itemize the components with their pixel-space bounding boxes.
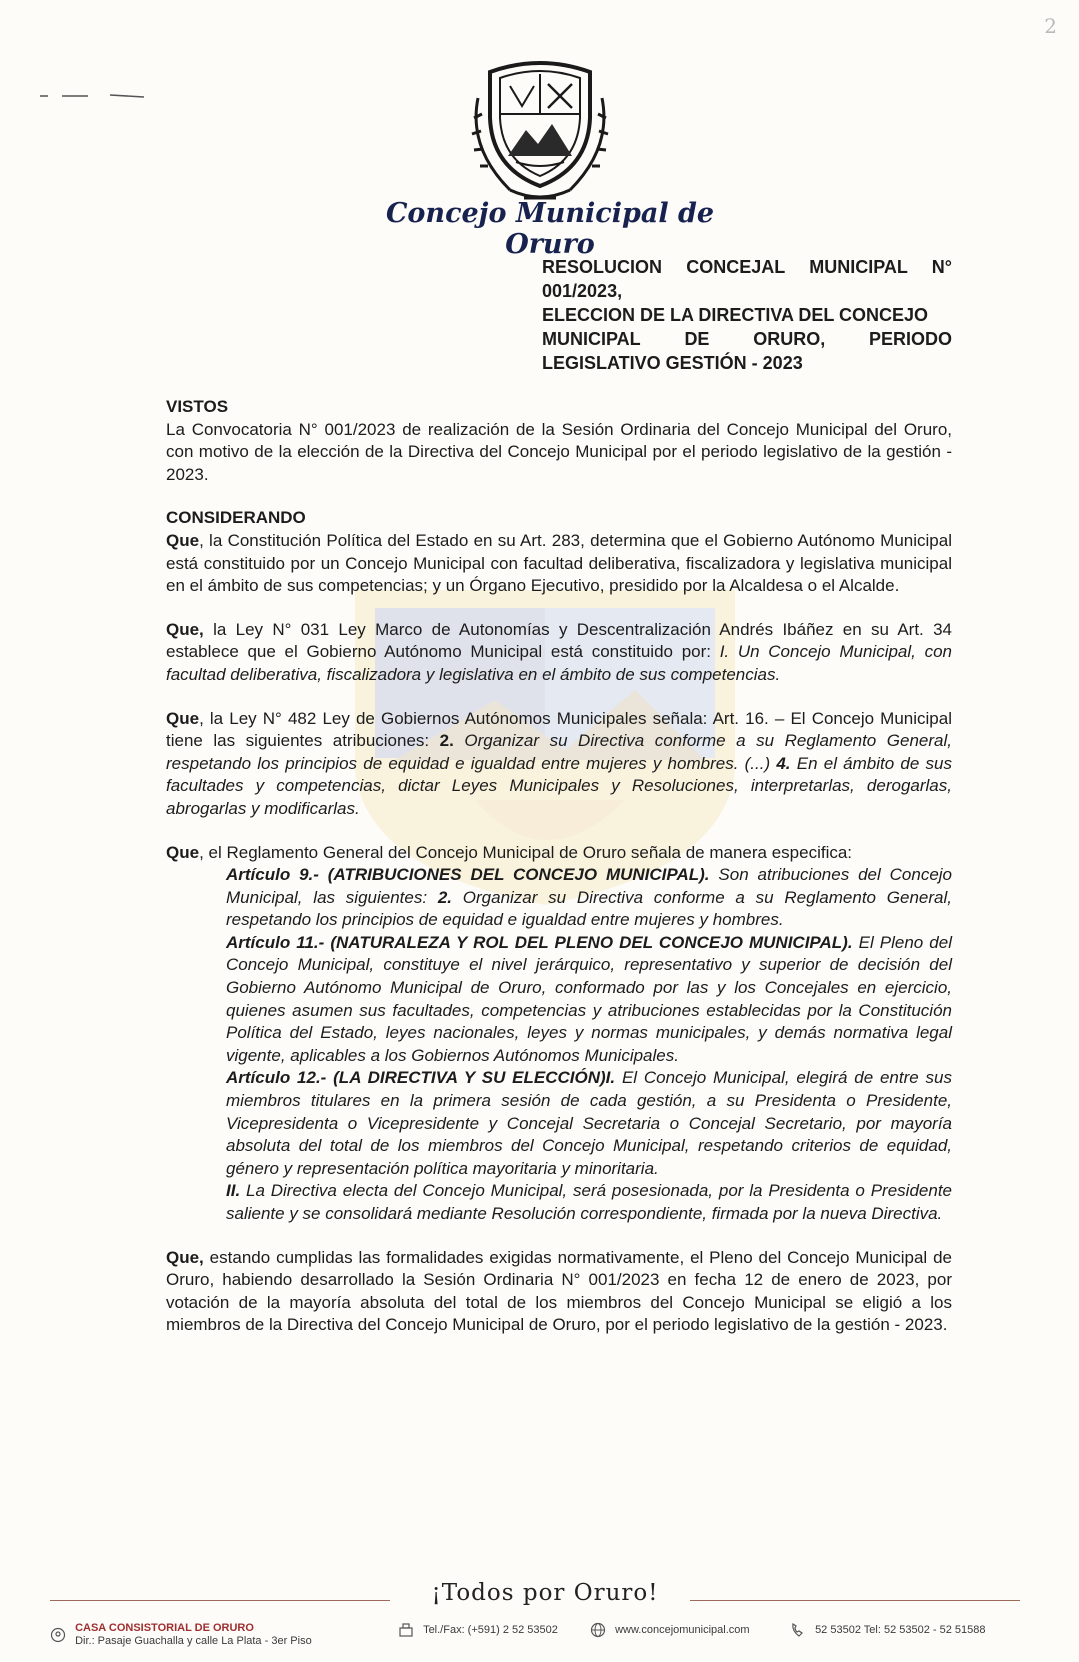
considerando-paragraph-4 [166, 842, 952, 865]
brand-name: Concejo Municipal de Oruro [385, 198, 715, 260]
location-pin-icon [50, 1627, 66, 1643]
paragraph-text: , la Constitución Política del Estado en su Art. 283, determina que el Gobierno Autónomo Municipal está constituido por un Concejo Municipal con facultad deliberativa, fiscalizadora y legislativa municipal en el ámbito de sus competencias; y un Órgano Ejecutivo, presidido por la Alcaldesa o el Alcalde. [166, 530, 952, 596]
title-word: MUNICIPAL [542, 329, 641, 349]
numeral: 2. [437, 887, 453, 907]
footer-divider-left [50, 1600, 390, 1601]
que-lead: Que [166, 530, 200, 550]
numeral: II. [226, 1181, 241, 1201]
title-word: DE [684, 329, 710, 349]
article-title: Artículo 12.- (LA DIRECTIVA Y SU ELECCIÓN)I. [226, 1068, 616, 1088]
fax-icon [398, 1622, 414, 1638]
crest-logo [460, 58, 620, 206]
footer-divider-right [690, 1600, 1020, 1601]
article-text: La Directiva electa del Concejo Municipal, será posesionada, por la Presidenta o Presidente saliente y se consolidará mediante Resolución correspondiente, firmada por la nueva Directiva. [226, 1181, 952, 1223]
resolution-title-line-2: ELECCION DE LA DIRECTIVA DEL CONCEJO [542, 305, 929, 325]
footer-website[interactable] [590, 1622, 750, 1638]
article-text: El Concejo Municipal, elegirá de entre sus miembros titulares en la primera sesión de cada gestión, a su Presidenta o Presidente, Vicepresidenta o Vicepresidente y Concejal Secretaria o Concejal Secretario, por mayoría absoluta del total de los miembros del Concejo Municipal, respetando criterios de equidad, género y representación política mayoritaria y minoritaria. [226, 1068, 953, 1178]
paragraph-text: , el Reglamento General del Concejo Municipal de Oruro señala de manera especifica: [199, 842, 853, 862]
articulo-12-ii [226, 1180, 952, 1225]
phones-text: 52 53502 Tel: 52 53502 - 52 51588 [815, 1623, 986, 1636]
vistos-heading: VISTOS [166, 397, 229, 416]
considerando-paragraph-3 [166, 708, 952, 821]
page-number: 2 [1044, 14, 1057, 38]
title-word: PERIODO [868, 329, 952, 349]
article-title: Artículo 11.- (NATURALEZA Y ROL DEL PLENO DEL CONCEJO MUNICIPAL). [226, 932, 853, 952]
considerando-heading: CONSIDERANDO [166, 508, 306, 528]
paragraph-text: , la Ley N° 482 Ley de Gobiernos Autónomos Municipales señala: Art. 16. – El Concejo Municipal tiene las siguientes atribuciones: [166, 708, 952, 751]
footer [50, 1622, 1060, 1656]
article-title: Artículo 9.- (ATRIBUCIONES DEL CONCEJO MUNICIPAL). [226, 865, 710, 885]
paragraph-italic: Organizar su Directiva conforme a su Reglamento General, respetando los principios de equidad e igualdad entre mujeres y hombres. (...) [166, 731, 952, 773]
considerando-paragraph-1 [166, 530, 952, 598]
footer-phones [790, 1622, 986, 1638]
resolution-title-line-3 [542, 327, 952, 351]
stray-mark [40, 94, 144, 98]
que-lead: Que [166, 708, 200, 728]
article-text: Organizar su Directiva conforme a su Reglamento General, respetando los principios de equidad e igualdad entre mujeres y hombres. [226, 887, 952, 930]
articulo-12 [226, 1067, 952, 1180]
phone-fax-text: Tel./Fax: (+591) 2 52 53502 [423, 1623, 558, 1636]
phone-icon [790, 1622, 806, 1638]
website-link[interactable]: www.concejomunicipal.com [615, 1623, 750, 1636]
articulo-11 [226, 932, 952, 1068]
globe-icon [590, 1622, 606, 1638]
paragraph-text: estando cumplidas las formalidades exigidas normativamente, el Pleno del Concejo Municipal de Oruro, habiendo desarrollado la Sesión Ordinaria N° 001/2023 en fecha 12 de enero de 2023, por votación de la mayoría absoluta del total de los miembros del Concejo Municipal se eligió a los miembros de la Directiva del Concejo Municipal de Oruro, por el periodo legislativo de la gestión - 2023. [166, 1247, 952, 1335]
numeral: 2. [439, 731, 454, 751]
resolution-title [542, 255, 952, 375]
considerando-paragraph-5 [166, 1247, 952, 1337]
footer-address [50, 1622, 312, 1648]
que-lead: Que, [166, 1247, 204, 1267]
address-text: Dir.: Pasaje Guachalla y calle La Plata - 3er Piso [75, 1635, 312, 1647]
paragraph-italic: I. Un Concejo Municipal, con facultad deliberativa, fiscalizadora y legislativa en el ámbito de sus competencias. [166, 642, 952, 684]
document-body [166, 396, 952, 1337]
article-text: Son atribuciones del Concejo Municipal, las siguientes: [226, 865, 953, 907]
paragraph-italic: En el ámbito de sus facultades y competencias, dictar Leyes Municipales y Resoluciones, interpretarlas, derogarlas, abrogarlas y modificarlas. [166, 753, 952, 818]
considerando-paragraph-2 [166, 619, 952, 687]
que-lead: Que [166, 842, 200, 862]
title-word: ORURO, [753, 329, 826, 349]
que-lead: Que, [166, 619, 204, 639]
articulo-9 [226, 864, 952, 932]
resolution-title-line-4: LEGISLATIVO GESTIÓN - 2023 [542, 353, 803, 373]
footer-slogan: ¡Todos por Oruro! [431, 1580, 659, 1606]
vistos-text: La Convocatoria N° 001/2023 de realización de la Sesión Ordinaria del Concejo Municipal del Oruro, con motivo de la elección de la Directiva del Concejo Municipal por el periodo legislativo de la gestión - 2023. [166, 419, 952, 484]
paragraph-text: la Ley N° 031 Ley Marco de Autonomías y Descentralización Andrés Ibáñez en su Art. 34 establece que el Gobierno Autónomo Municipal está constituido por: [166, 619, 952, 662]
numeral: 4. [776, 753, 791, 773]
footer-phone-fax [398, 1622, 558, 1638]
article-text: El Pleno del Concejo Municipal, constituye el nivel jerárquico, representativo y superior de decisión del Gobierno Autónomo Municipal de Oruro, conformado por las y los Concejales en ejercicio, quienes asumen sus facultades, competencias y atribuciones establecidas por la Constitución Política del Estado, leyes nacionales, leyes y normas municipales, y demás normativa legal vigente, aplicables a los Gobiernos Autónomos Municipales. [226, 932, 952, 1065]
resolution-title-line-1: RESOLUCION CONCEJAL MUNICIPAL N° 001/2023, [542, 257, 952, 301]
address-title: CASA CONSISTORIAL DE ORURO [75, 1622, 254, 1634]
